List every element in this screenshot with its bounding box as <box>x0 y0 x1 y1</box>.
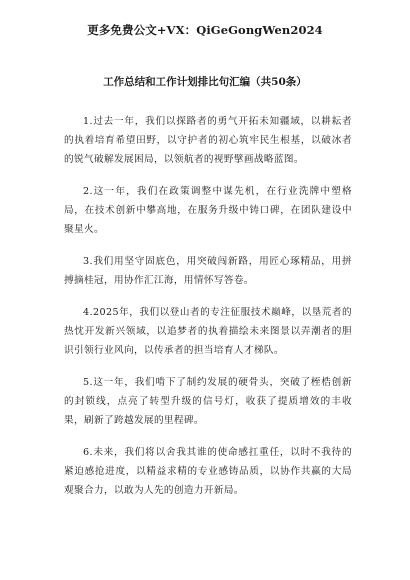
paragraph-3: 3.我们用坚守固底色，用突破闯新路，用匠心琢精品，用拼搏摘桂冠，用协作汇江海，用情怀写答卷。 <box>64 256 352 286</box>
paragraph-5: 5.这一年，我们啃下了制约发展的硬骨头，突破了桎梏创新的封锁线，点亮了转型升级的信号灯，收获了提质增效的丰收果，刷新了跨越发展的里程碑。 <box>64 377 352 426</box>
document-title: 工作总结和工作计划排比句汇编（共50条） <box>103 76 307 88</box>
header-promo-text: 更多免费公文+VX：QiGeGongWen2024 <box>87 23 323 37</box>
paragraph-2: 2.这一年，我们在政策调整中谋先机，在行业洗牌中塑格局，在技术创新中攀高地，在服务升级中铸口碑，在团队建设中聚星火。 <box>64 186 352 235</box>
paragraph-1: 1.过去一年，我们以探路者的勇气开拓未知疆域，以耕耘者的执着培育希望田野，以守护者的初心筑牢民生根基，以破冰者的锐气破解发展困局，以领航者的视野擘画战略蓝图。 <box>64 116 352 165</box>
paragraph-6: 6.未来，我们将以舍我其谁的使命感扛重任，以时不我待的紧迫感抢进度，以精益求精的专业感铸品质，以协作共赢的大局观聚合力，以敢为人先的创造力开新局。 <box>64 447 352 496</box>
document-body <box>64 112 352 513</box>
paragraph-4: 4.2025年，我们以登山者的专注征服技术巅峰，以垦荒者的热忱开发新兴领域，以追梦者的执着描绘未来图景以弄潮者的胆识引领行业风向，以传承者的担当培育人才梯队。 <box>64 307 352 356</box>
